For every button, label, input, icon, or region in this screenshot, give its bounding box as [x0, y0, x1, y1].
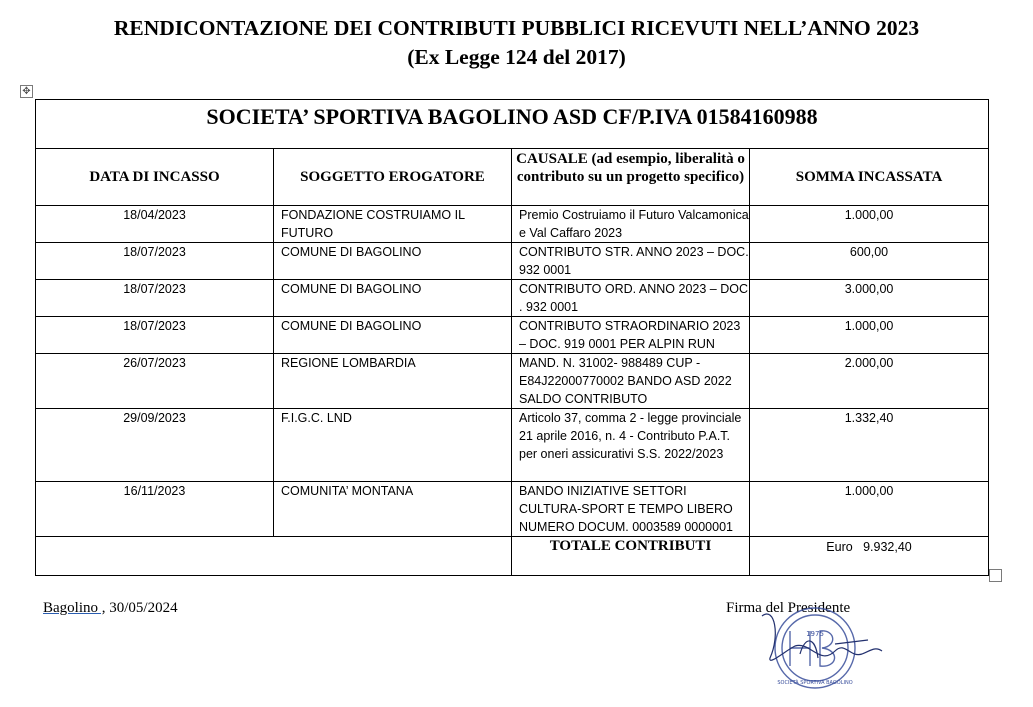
row-date: 18/04/2023 — [36, 206, 274, 243]
row-sogg: COMUNE DI BAGOLINO — [274, 280, 512, 317]
row-sogg: COMUNE DI BAGOLINO — [274, 317, 512, 354]
row-sogg: COMUNE DI BAGOLINO — [274, 243, 512, 280]
table-header-row — [36, 149, 989, 206]
place-date-value: 30/05/2024 — [105, 600, 178, 616]
place-date — [43, 600, 178, 617]
row-date: 16/11/2023 — [36, 482, 274, 537]
row-date: 18/07/2023 — [36, 280, 274, 317]
place-city: Bagolino , — [43, 600, 106, 616]
table-row — [36, 482, 989, 537]
total-label: TOTALE CONTRIBUTI — [512, 537, 750, 576]
table-resize-handle[interactable] — [989, 569, 1002, 582]
row-causale: Articolo 37, comma 2 - legge provinciale 21 aprile 2016, n. 4 - Contributo P.A.T. per oneri assicurativi S.S. 2022/2023 — [512, 409, 750, 482]
row-sogg: F.I.G.C. LND — [274, 409, 512, 482]
row-date: 18/07/2023 — [36, 317, 274, 354]
row-date: 29/09/2023 — [36, 409, 274, 482]
contributions-table — [35, 99, 989, 576]
row-causale: MAND. N. 31002- 988489 CUP - E84J22000770002 BANDO ASD 2022 SALDO CONTRIBUTO — [512, 354, 750, 409]
table-row — [36, 206, 989, 243]
table-row — [36, 243, 989, 280]
row-causale: Premio Costruiamo il Futuro Valcamonica e Val Caffaro 2023 — [512, 206, 750, 243]
row-amount: 600,00 — [750, 243, 989, 280]
row-causale: BANDO INIZIATIVE SETTORI CULTURA-SPORT E TEMPO LIBERO NUMERO DOCUM. 0003589 0000001 — [512, 482, 750, 537]
signature-label: Firma del Presidente — [726, 600, 851, 616]
title-line-2: (Ex Legge 124 del 2017) — [407, 45, 626, 69]
row-amount: 1.332,40 — [750, 409, 989, 482]
table-move-handle-icon[interactable]: ✥ — [20, 85, 33, 98]
club-stamp-signature — [740, 596, 890, 696]
row-amount: 1.000,00 — [750, 317, 989, 354]
svg-text:SOCIETÀ SPORTIVA BAGOLINO: SOCIETÀ SPORTIVA BAGOLINO — [777, 680, 853, 686]
header-date: DATA DI INCASSO — [36, 149, 274, 206]
company-name: SOCIETA’ SPORTIVA BAGOLINO ASD CF/P.IVA 01584160988 — [36, 100, 989, 149]
header-causale: CAUSALE (ad esempio, liberalità o contributo su un progetto specifico) — [512, 149, 750, 206]
total-empty-cell — [36, 537, 512, 576]
row-date: 26/07/2023 — [36, 354, 274, 409]
total-row — [36, 537, 989, 576]
total-amount: Euro 9.932,40 — [750, 537, 989, 576]
row-causale: CONTRIBUTO STR. ANNO 2023 – DOC. 932 0001 — [512, 243, 750, 280]
row-date: 18/07/2023 — [36, 243, 274, 280]
header-amount: SOMMA INCASSATA — [750, 149, 989, 206]
row-amount: 3.000,00 — [750, 280, 989, 317]
table-row — [36, 280, 989, 317]
row-amount: 1.000,00 — [750, 206, 989, 243]
row-causale: CONTRIBUTO STRAORDINARIO 2023 – DOC. 919 0001 PER ALPIN RUN — [512, 317, 750, 354]
table-row — [36, 317, 989, 354]
document-title — [0, 14, 1033, 72]
row-sogg: REGIONE LOMBARDIA — [274, 354, 512, 409]
svg-text:1975: 1975 — [806, 630, 824, 638]
table-row — [36, 409, 989, 482]
title-line-1: RENDICONTAZIONE DEI CONTRIBUTI PUBBLICI RICEVUTI NELL’ANNO 2023 — [113, 16, 920, 40]
row-sogg: FONDAZIONE COSTRUIAMO IL FUTURO — [274, 206, 512, 243]
header-sogg: SOGGETTO EROGATORE — [274, 149, 512, 206]
table-row — [36, 354, 989, 409]
row-amount: 2.000,00 — [750, 354, 989, 409]
row-causale: CONTRIBUTO ORD. ANNO 2023 – DOC . 932 0001 — [512, 280, 750, 317]
row-amount: 1.000,00 — [750, 482, 989, 537]
row-sogg: COMUNITA’ MONTANA — [274, 482, 512, 537]
